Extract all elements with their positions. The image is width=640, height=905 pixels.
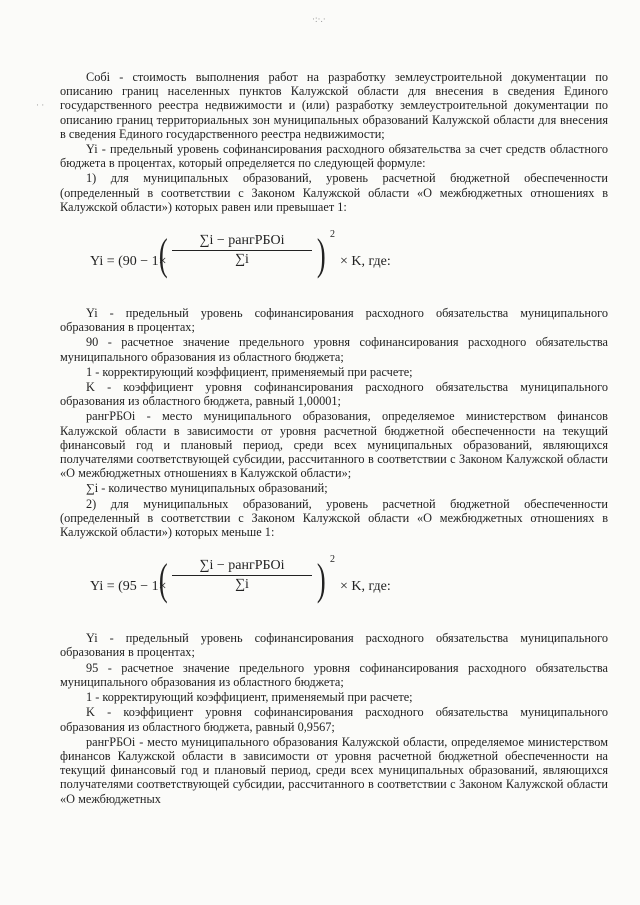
formula-fraction bbox=[172, 234, 312, 267]
paragraph: 2) для муниципальных образований, уровень расчетной бюджетной обеспеченности (определенный в соответствии с Законом Калужской области «О межбюджетных отношениях в Калужской области») которых меньше 1: bbox=[60, 496, 608, 540]
formula-denominator: ∑i bbox=[235, 577, 249, 593]
formula-paren-right: ) bbox=[316, 230, 326, 280]
paragraph: рангРБОi - место муниципального образования, определяемое министерством финансов Калужской области в зависимости от уровня расчетной бюджетной обеспеченности на текущий финансовый год и плановый период, среди всех муниципальных образований, являющихся получателями соответствующей субсидии, рассчитанного в соответствии с Законом Калужской области «О межбюджетных отношениях в Калужской области»; bbox=[60, 409, 608, 481]
paragraph: рангРБОi - место муниципального образования Калужской области, определяемое министерством финансов Калужской области в зависимости от уровня расчетной бюджетной обеспеченности на текущий финансовый год и плановый период, среди всех муниципальных образований, являющихся получателями соответствующей субсидии, рассчитанного в соответствии с Законом Калужской области «О межбюджетных bbox=[60, 734, 608, 806]
paragraph: 1) для муниципальных образований, уровень расчетной бюджетной обеспеченности (определенный в соответствии с Законом Калужской области «О межбюджетных отношениях в Калужской области») которых равен или превышает 1: bbox=[60, 171, 608, 214]
paragraph: 90 - расчетное значение предельного уровня софинансирования расходного обязательства муниципального образования из областного бюджета; bbox=[60, 335, 608, 364]
formula-numerator: ∑i − рангРБОi bbox=[172, 234, 312, 251]
paragraph: Yi - предельный уровень софинансирования расходного обязательства за счет средств областного бюджета в процентах, который определяется по следующей формуле: bbox=[60, 142, 608, 171]
formula-lead: Yi = (90 − 1× bbox=[90, 254, 167, 270]
paragraph: 95 - расчетное значение предельного уровня софинансирования расходного обязательства муниципального образования из областного бюджета; bbox=[60, 660, 608, 689]
paragraph: ∑i - количество муниципальных образований; bbox=[86, 481, 328, 496]
formula-exponent: 2 bbox=[330, 554, 335, 566]
paragraph: 1 - корректирующий коэффициент, применяемый при расчете; bbox=[86, 364, 413, 379]
scan-noise: · · bbox=[36, 100, 45, 110]
document-body bbox=[60, 70, 608, 807]
paragraph: Собі - стоимость выполнения работ на разработку землеустроительной документации по описанию границ населенных пунктов Калужской области для внесения в сведения Единого государственного реестра недвижимости и (или) разработку землеустроительной документации по описанию границ территориальных зон муниципальных образований Калужской области для внесения в сведения Единого государственного реестра недвижимости; bbox=[60, 70, 608, 141]
formula-fraction bbox=[172, 559, 312, 592]
formula-exponent: 2 bbox=[330, 229, 335, 241]
formula-paren-left: ( bbox=[158, 555, 168, 605]
paragraph: 1 - корректирующий коэффициент, применяемый при расчете; bbox=[86, 690, 413, 705]
paragraph: K - коэффициент уровня софинансирования расходного обязательства муниципального образования из областного бюджета, равный 1,00001; bbox=[60, 380, 608, 409]
formula-tail: × K, где: bbox=[340, 254, 391, 270]
formula-lead: Yi = (95 − 1× bbox=[90, 579, 167, 595]
formula-2 bbox=[60, 543, 608, 627]
scan-noise: ·:·.· bbox=[312, 14, 326, 24]
formula-1 bbox=[60, 218, 608, 302]
formula-numerator: ∑i − рангРБОi bbox=[172, 559, 312, 576]
formula-paren-right: ) bbox=[316, 555, 326, 605]
paragraph: Yi - предельный уровень софинансирования расходного обязательства муниципального образования в процентах; bbox=[60, 306, 608, 335]
formula-tail: × K, где: bbox=[340, 579, 391, 595]
paragraph: Yi - предельный уровень софинансирования расходного обязательства муниципального образования в процентах; bbox=[60, 631, 608, 660]
formula-paren-left: ( bbox=[158, 230, 168, 280]
formula-denominator: ∑i bbox=[235, 252, 249, 268]
paragraph: K - коэффициент уровня софинансирования расходного обязательства муниципального образования из областного бюджета, равный 0,9567; bbox=[60, 705, 608, 734]
